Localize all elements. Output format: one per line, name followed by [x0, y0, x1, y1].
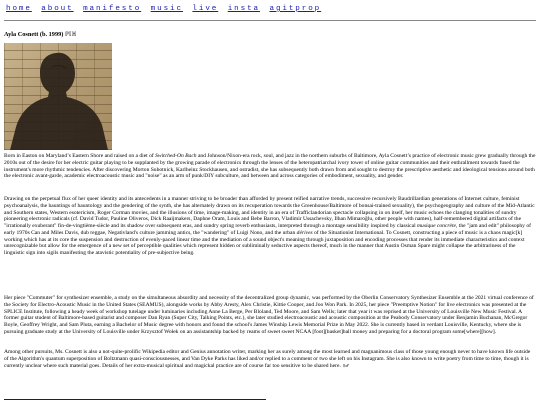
- profile-photo: [4, 43, 112, 150]
- silhouette-shadow: [4, 43, 112, 150]
- nav-link-insta[interactable]: insta: [227, 5, 261, 13]
- bio-p4-text: Among other pursuits, Ms. Cosnett is also a not-quite-prolific Wikipedia editor and Genius annotation writer, marking her as surely among the most learned and magnanimous class of those young enough never to have known life outside of the Algorithm's quantum superposition of Boltzmann quasi-consciousnesses, and Van Dyke Parks has liked and/or replied to a comment or two she left on his Instagram. She is also known to write poetry from time to time, though it is currently unclear where such material goes. Details of her extra-musical spiritual and magickal practice are of course far too sensitive to be shared here.: [4, 349, 531, 369]
- bio-paragraph-2: [4, 196, 536, 257]
- nav-link-about[interactable]: about: [41, 5, 74, 13]
- bio-p2-text-b: , the "jam and edit" philosophy of early 1970s Can and Miles Davis, dub reggae, Negativland's culture jamming antics, the "wandering" of Luigi Nono, and the urban: [4, 223, 531, 236]
- page-title-text: Ayla Cosnett (b. 1999): [4, 31, 64, 38]
- bio-p1-text-a: Born in Easton on Maryland’s Eastern Shore and raised on a diet of: [4, 153, 156, 159]
- bio-paragraph-3: Her piece "Commuter" for synthesizer ensemble, a study on the simultaneous absurdity and necessity of the decentralized group dynamic, was performed by the Oberlin Conservatory Synthesizer Ensemble at the 2021 virtual conference of the Society for Electro-Acoustic Music in the United States (SEAMUS), alongside works by Abby Aresty, Alex Christie, Kittie Cooper, and Joo Won Park. In 2025, her piece "Preemptive Notion" for live electronics was presented at the SPLICE Institute, following a heady week of workshop tutelage under luminaries including Anne La Berge, Per Bloland, Ted Moore, and Sam Wells; later that year it was reprised at the University of Louisville New Music Festival. A former guitar student of Baltimore-based guitarist and composer Dan Ryan (Super City, Talking Points, etc.), she later studied electroacoustic and acoustic composition at the Peabody Conservatory under Benjamin Buchanan, McGregor Boyle, Geoffrey Wright, and Sam Pluta, earning a Bachelor of Music degree with honors and found the school's James Winship Lewis Memorial Prize in May 2022. She is currently based in verdant Louisville, Kentucky, where she is pursuing graduate study at the University of Louisville under Krzysztof Wołek on an assistantship backed by reams of sweet sweet NCAA [foot][basket]ball money and preparing for a doctoral program some[where][how].: [4, 295, 534, 335]
- top-navigation: [6, 5, 324, 13]
- bio-paragraph-4: [4, 349, 536, 369]
- bio-p2-text-c: of the Situationist International. To Cosnett, constructing a piece of music is a chaos magic[k] working which has at its core the suspension and destruction of evenly-paced linear time and the mediation of a sound object's meaning through juxtaposition and encoding processes that render its immediate characteristics and context unrecognizable but allow for the emergence of a new set of perceptible qualities which represent hidden or subliminally seductive aspects thereof, much in the manner that Austin Osman Spare might collapse the arbitrariness of the linguistic sign into sigils manifesting the atavistic potentiality of pre-subjective being.: [4, 229, 525, 256]
- nav-link-home[interactable]: home: [6, 5, 32, 13]
- nav-link-music[interactable]: music: [150, 5, 183, 13]
- bio-p1-text-b: and Johnson/Nixon-era rock, soul, and jazz in the northern suburbs of Baltimore, Ayla Cosnett’s practice of electronic music grew gradually through the 2010s out of the desire for her electric guitar playing to be supplanted by the growing parade of electronics through the lenses of the heteropatriarchal ivory tower of online guitar communities and their enthrallment towards fused the instrument's more rhythmic tendencies. After discovering Morton Subotnick, Karlheinz Stockhausen, and ostradist, she has subsequently both drawn from and sought to destroy the prescriptive aesthetic and ideological tensions around both the electronic avant-garde, academic electroacoustic music and "noise" as an arm of punk/DIY subculture, and between and across categories of embodiment, sexuality, and gender.: [4, 153, 536, 180]
- nav-link-manifesto[interactable]: manifesto: [83, 5, 142, 13]
- footer-divider: [4, 399, 266, 400]
- nav-link-live[interactable]: live: [192, 5, 219, 13]
- page-title: [4, 31, 77, 38]
- nav-divider: [4, 20, 536, 21]
- bio-p2-text-a: Drawing on the perpetual flux of her queer identity and its antecedents in a manner striving to be broader than afforded by present reified narrative trends, successive recursively Baudrillardian generations of Internet culture, feminist psychoanalysis, the hauntings of hauntology and the gendering of the synth, she has alternately drawn on its recuperation towards the Greenhouse/Baltimore of bonsai-trained sexuality), the psychogeography and culture of the Mid-Atlantic and Southern states, Western esotericism, Roger Corman movies, and the illusions of time, image-making, and identity in an era of Trafficlandorian spectacle collapsing in on itself, her music echoes the clanging tonalities of sundry pioneering electronic radicals (cf. David Tudor, Pauline Oliveros, Dick Raaijmakers, Daphne Oram, Louis and Bebe Barron, Vladimir Ussachevsky, Ilhan Mimaroğlu, other people with names), half-remembered digital artifacts of the "irrationally exuberant" fin-de-vingtième-siècle and its shadow over subsequent eras, and sundry spring reverb enthusiasts, interpreted through a montage sensibility inspired by classical: [4, 196, 535, 229]
- bio-paragraph-1: [4, 153, 536, 180]
- signature-glyphs: ☿♂: [342, 362, 349, 368]
- bio-p1-emphasis: Switched-On Bach: [155, 153, 197, 159]
- title-glyphs: ℙ𝕀ℍ: [64, 31, 77, 38]
- bio-p2-emphasis-2: dérives: [296, 229, 313, 236]
- bio-p2-emphasis-1: musique concrète: [417, 223, 457, 229]
- nav-link-agitprop[interactable]: agitprop: [269, 5, 322, 13]
